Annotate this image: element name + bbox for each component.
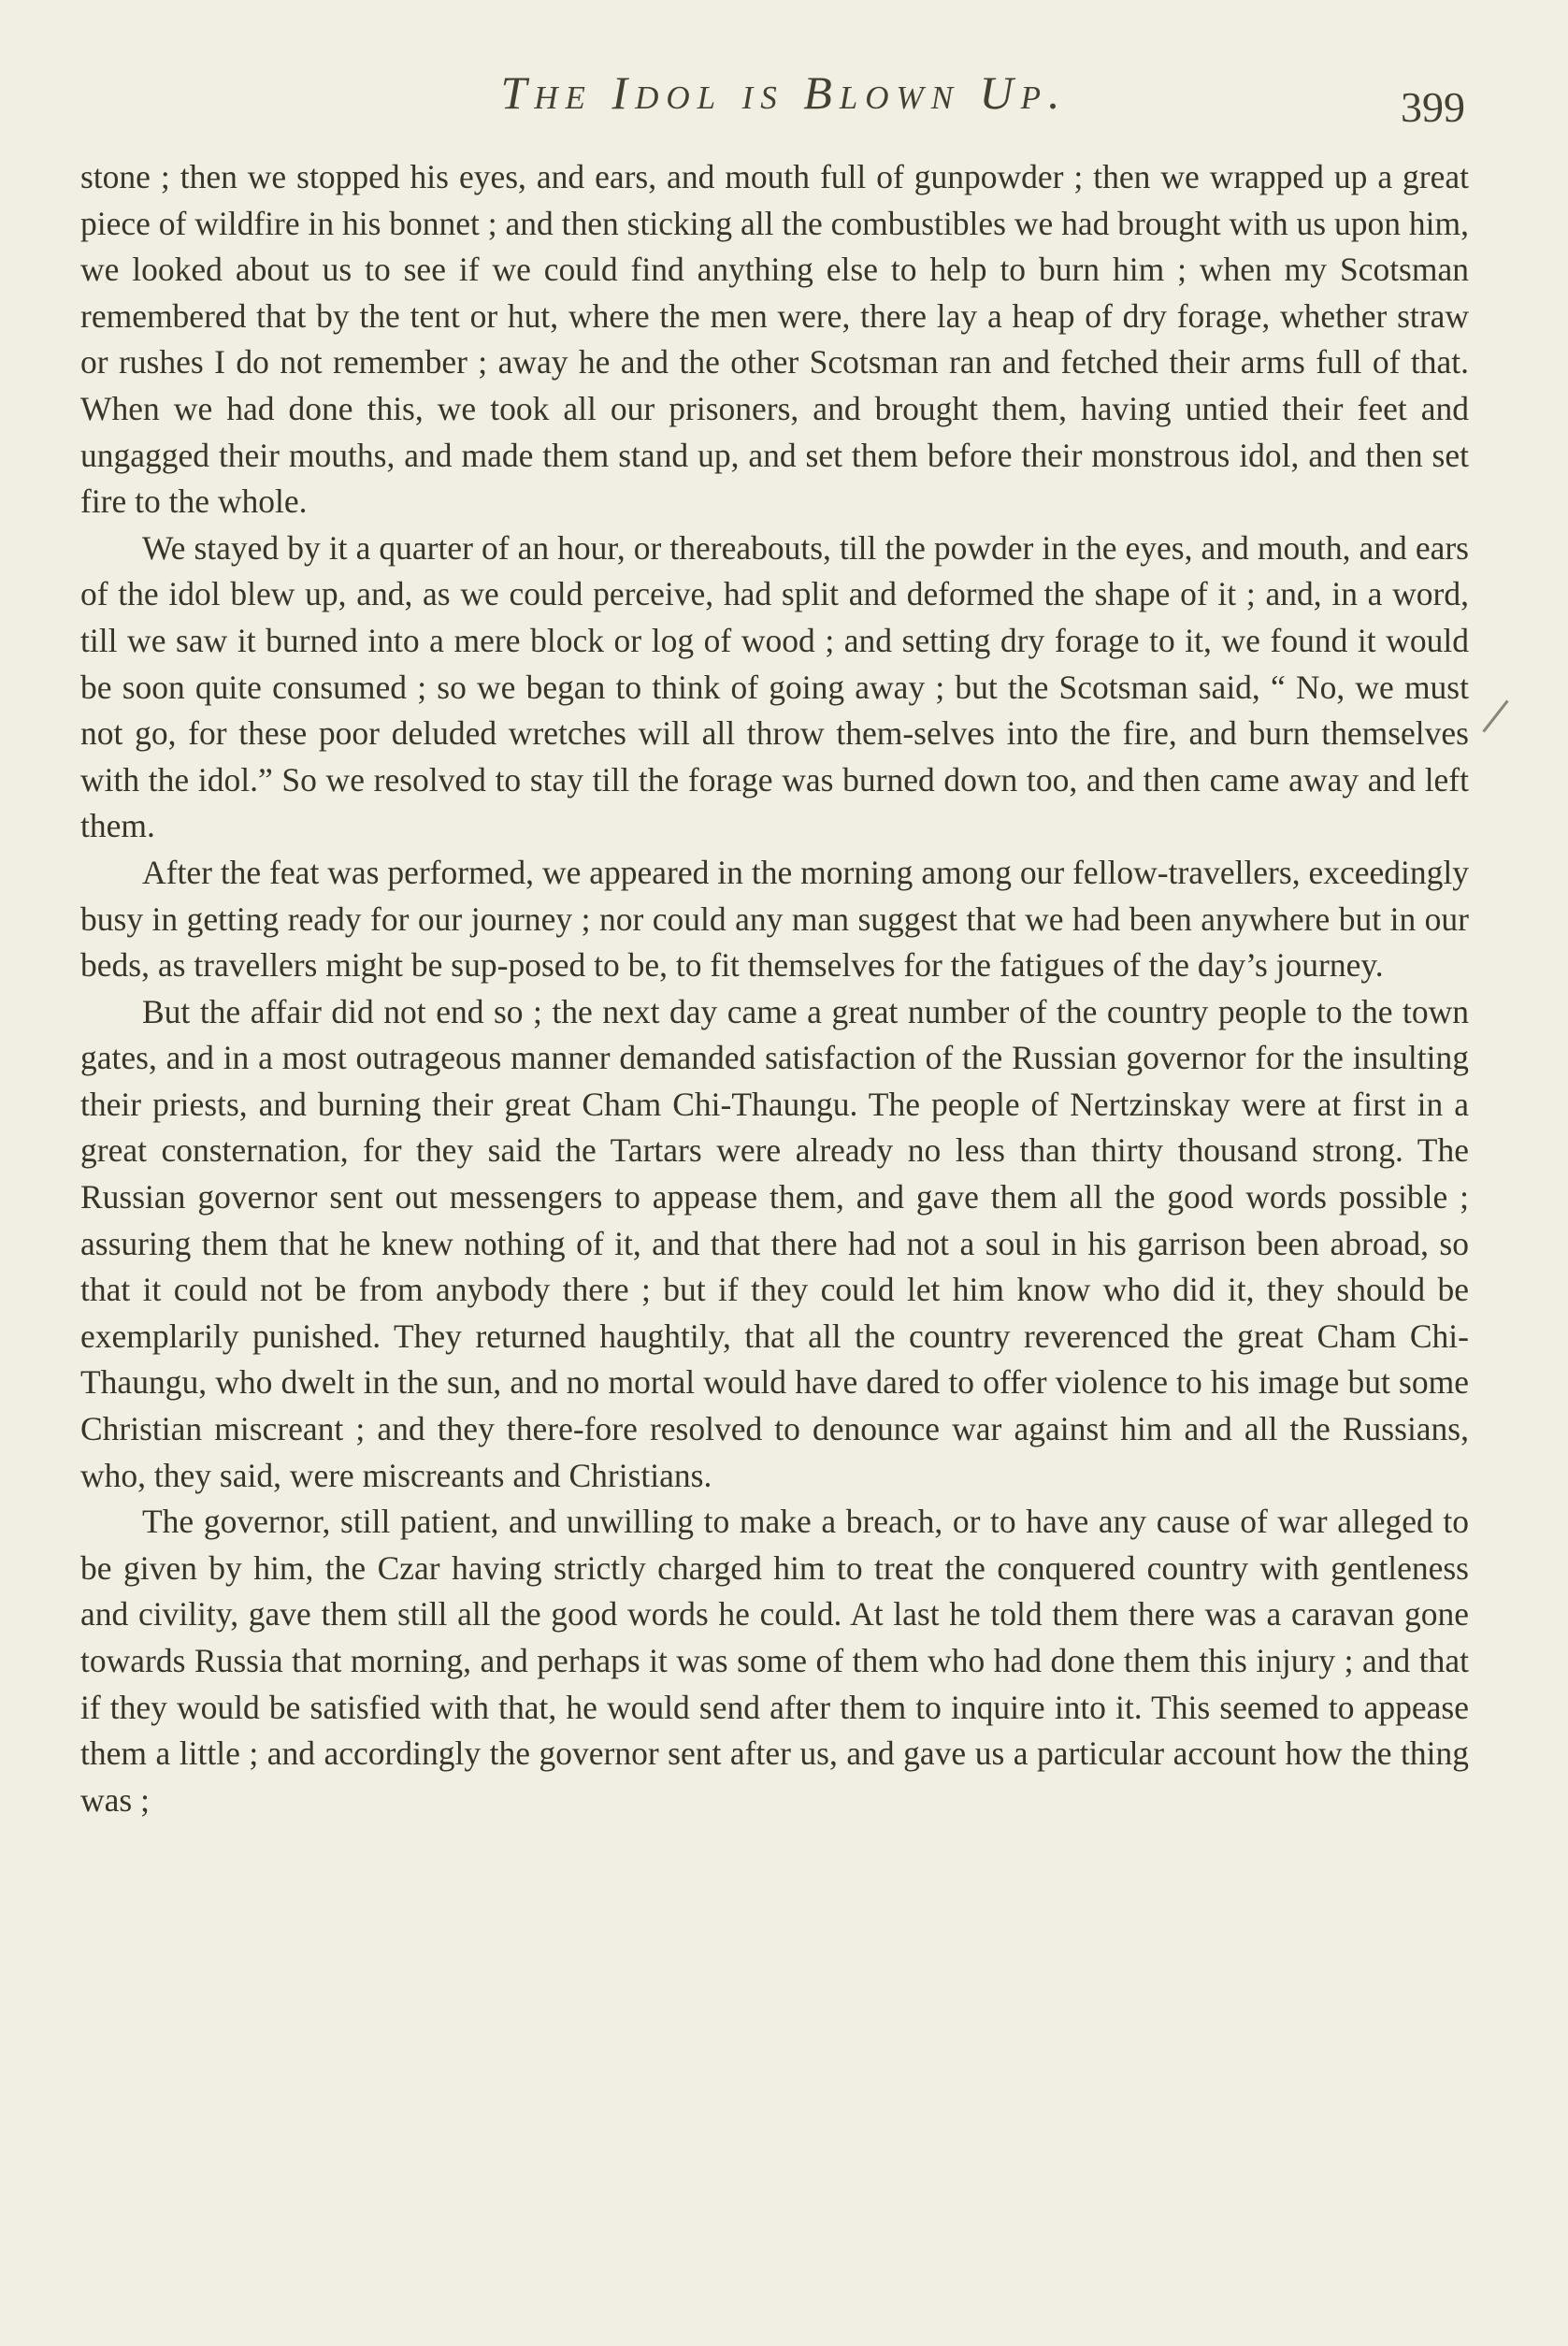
running-head [0,65,1568,131]
paragraph-4: But the affair did not end so ; the next day came a great number of the country people to the town gates, and in a most outrageous manner demanded satisfaction of the Russian governor for the insulting their priests, and burning their great Cham Chi-Thaungu. The people of Nertzinskay were at first in a great consternation, for they said the Tartars were already no less than thirty thousand strong. The Russian governor sent out messengers to appease them, and gave them all the good words possible ; assuring them that he knew nothing of it, and that there had not a soul in his garrison been abroad, so that it could not be from anybody there ; but if they could let him know who did it, they should be exemplarily punished. They returned haughtily, that all the country reverenced the great Cham Chi-Thaungu, who dwelt in the sun, and no mortal would have dared to offer violence to his image but some Christian miscreant ; and they there-fore resolved to denounce war against him and all the Russians, who, they said, were miscreants and Christians. [80,992,1469,1494]
running-title: The Idol is Blown Up. [500,66,1068,119]
page-number: 399 [1401,83,1465,131]
paragraph-2: We stayed by it a quarter of an hour, or thereabouts, till the powder in the eyes, and mouth, and ears of the idol blew up, and, as we could perceive, had split and deformed the shape of it ; and, in a word, till we saw it burned into a mere block or log of wood ; and setting dry forage to it, we found it would be soon quite consumed ; so we began to think of going away ; but the Scotsman said, “ No, we must not go, for these poor deluded wretches will all throw them-selves into the fire, and burn themselves with the idol.” So we resolved to stay till the forage was burned down too, and then came away and left them. [80,528,1469,845]
paragraph-5: The governor, still patient, and unwilling to make a breach, or to have any cause of war alleged to be given by him, the Czar having strictly charged him to treat the conquered country with gentleness and civility, gave them still all the good words he could. At last he told them there was a caravan gone towards Russia that morning, and perhaps it was some of them who had done them this injury ; and that if they would be satisfied with that, he would send after them to inquire into it. This seemed to appease them a little ; and accordingly the governor sent after us, and gave us a particular account how the thing was ; [80,1503,1469,1819]
body-text [80,154,1469,1823]
paragraph-3: After the feat was performed, we appeared in the morning among our fellow-travellers, exceedingly busy in getting ready for our journey ; nor could any man suggest that we had been anywhere but in our beds, as travellers might be sup-posed to be, to fit themselves for the fatigues of the day’s journey. [80,853,1469,985]
margin-pencil-mark [1482,700,1508,733]
paragraph-1: stone ; then we stopped his eyes, and ears, and mouth full of gunpowder ; then we wrapped up a great piece of wildfire in his bonnet ; and then sticking all the combustibles we had brought with us upon him, we looked about us to see if we could find anything else to help to burn him ; when my Scotsman remembered that by the tent or hut, where the men were, there lay a heap of dry forage, whether straw or rushes I do not remember ; away he and the other Scotsman ran and fetched their arms full of that. When we had done this, we took all our prisoners, and brought them, having untied their feet and ungagged their mouths, and made them stand up, and set them before their monstrous idol, and then set fire to the whole. [80,158,1469,521]
